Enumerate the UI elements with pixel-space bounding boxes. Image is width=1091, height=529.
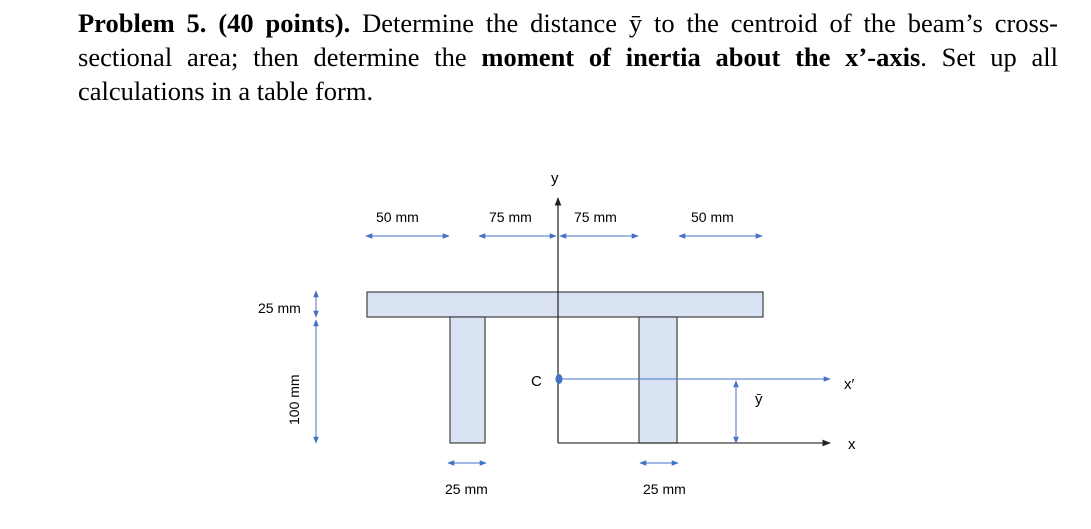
dim-web-2-label: 25 mm — [643, 481, 686, 497]
centroid-marker — [556, 374, 563, 384]
dim-top-2-label: 75 mm — [489, 209, 532, 225]
dim-flange-label: 25 mm — [258, 300, 301, 316]
dim-top-4-label: 50 mm — [691, 209, 734, 225]
dim-top-1-label: 50 mm — [376, 209, 419, 225]
problem-text-2: . Set up all calculations in a table form. — [78, 42, 1059, 106]
dim-web-1-label: 25 mm — [445, 481, 488, 497]
y-axis-label: y — [551, 170, 559, 187]
x-prime-axis-label: x′ — [844, 376, 855, 393]
dim-top-3-label: 75 mm — [574, 209, 617, 225]
x-axis-label: x — [848, 436, 856, 453]
web-right — [639, 317, 677, 443]
web-left — [450, 317, 485, 443]
problem-text-1: Determine the distance ȳ to the centroid of the beam’s cross-sectional area; then determine the — [78, 8, 1058, 72]
ybar-label: ȳ — [755, 391, 763, 408]
centroid-label: C — [531, 373, 542, 390]
problem-bold-text: moment of inertia about the x’-axis — [481, 42, 921, 72]
problem-label: Problem 5. (40 points). — [78, 8, 351, 38]
flange — [367, 292, 763, 317]
dim-web-height-label: 100 mm — [286, 374, 302, 425]
